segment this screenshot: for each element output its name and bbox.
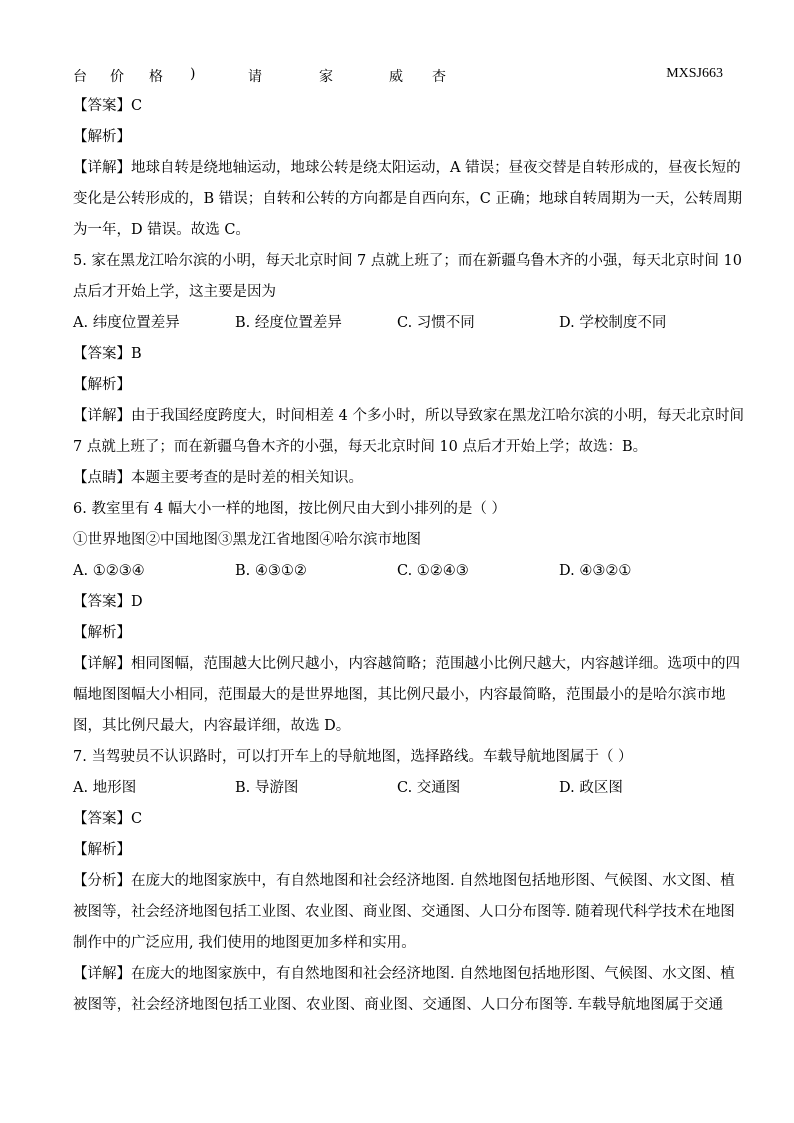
text-line: 为一年，D 错误。故选 C。	[73, 222, 250, 238]
text-line: 被图等，社会经济地图包括工业图、农业图、商业图、交通图、人口分布图等. 随着现代科学技术在地图	[73, 904, 735, 920]
text-line: 7 点就上班了；而在新疆乌鲁木齐的小强，每天北京时间 10 点后才开始上学；故选：B。	[73, 439, 648, 455]
text-line: 【答案】C	[73, 98, 143, 114]
option-item: A. 纬度位置差异	[73, 315, 180, 331]
text-line: 【答案】C	[73, 811, 143, 827]
text-line: 【详解】地球自转是绕地轴运动，地球公转是绕太阳运动，A 错误；昼夜交替是自转形成的，昼夜长短的	[73, 160, 741, 176]
header-char: 格	[149, 69, 163, 85]
text-line: 【解析】	[73, 377, 131, 393]
text-line: 【详解】由于我国经度跨度大，时间相差 4 个多小时，所以导致家在黑龙江哈尔滨的小明，每天北京时间	[73, 408, 744, 424]
option-item: A. 地形图	[73, 780, 137, 796]
text-line: 幅地图图幅大小相同，范围最大的是世界地图，其比例尺最小，内容最简略，范围最小的是哈尔滨市地	[73, 687, 726, 703]
answer-options	[73, 778, 723, 809]
page-header	[73, 66, 723, 86]
text-line: 被图等，社会经济地图包括工业图、农业图、商业图、交通图、人口分布图等. 车载导航地图属于交通	[73, 997, 723, 1013]
text-line: 图，其比例尺最大，内容最详细，故选 D。	[73, 718, 351, 734]
text-line: 6. 教室里有 4 幅大小一样的地图，按比例尺由大到小排列的是（ ）	[73, 501, 506, 517]
text-line: ①世界地图②中国地图③黑龙江省地图④哈尔滨市地图	[73, 532, 421, 548]
document-code: MXSJ663	[666, 66, 723, 81]
text-line: 【答案】B	[73, 346, 142, 362]
option-item: B. 经度位置差异	[235, 315, 342, 331]
header-char: )	[190, 66, 196, 82]
text-line: 变化是公转形成的，B 错误；自转和公转的方向都是自西向东，C 正确；地球自转周期为一天，公转周期	[73, 191, 742, 207]
text-line: 7. 当驾驶员不认识路时，可以打开车上的导航地图，选择路线。车载导航地图属于（ ）	[73, 749, 633, 765]
text-line: 点后才开始上学，这主要是因为	[73, 284, 276, 300]
document-body	[73, 96, 744, 1026]
text-line: 5. 家在黑龙江哈尔滨的小明，每天北京时间 7 点就上班了；而在新疆乌鲁木齐的小强，每天北京时间 10	[73, 253, 742, 269]
text-line: 【解析】	[73, 625, 131, 641]
header-char: 威	[389, 69, 403, 85]
option-item: C. 交通图	[397, 780, 461, 796]
text-line: 【详解】相同图幅，范围越大比例尺越小，内容越简略；范围越小比例尺越大，内容越详细。选项中的四	[73, 656, 740, 672]
header-char: 家	[319, 69, 333, 85]
answer-options	[73, 561, 723, 592]
text-line: 【答案】D	[73, 594, 143, 610]
option-item: D. 学校制度不同	[559, 315, 667, 331]
header-char: 请	[248, 69, 262, 85]
option-item: B. ④③①②	[235, 563, 307, 579]
option-item: D. 政区图	[559, 780, 623, 796]
header-char: 杏	[432, 69, 446, 85]
text-line: 【点睛】本题主要考查的是时差的相关知识。	[73, 470, 363, 486]
answer-options	[73, 313, 723, 344]
text-line: 【解析】	[73, 842, 131, 858]
header-char: 价	[110, 69, 124, 85]
header-char: 台	[73, 69, 87, 85]
text-line: 【详解】在庞大的地图家族中，有自然地图和社会经济地图. 自然地图包括地形图、气候图、水文图、植	[73, 966, 735, 982]
option-item: B. 导游图	[235, 780, 299, 796]
option-item: D. ④③②①	[559, 563, 632, 579]
text-line: 制作中的广泛应用, 我们使用的地图更加多样和实用。	[73, 935, 416, 951]
option-item: C. 习惯不同	[397, 315, 475, 331]
text-line: 【分析】在庞大的地图家族中，有自然地图和社会经济地图. 自然地图包括地形图、气候图、水文图、植	[73, 873, 735, 889]
text-line: 【解析】	[73, 129, 131, 145]
option-item: A. ①②③④	[73, 563, 145, 579]
option-item: C. ①②④③	[397, 563, 469, 579]
